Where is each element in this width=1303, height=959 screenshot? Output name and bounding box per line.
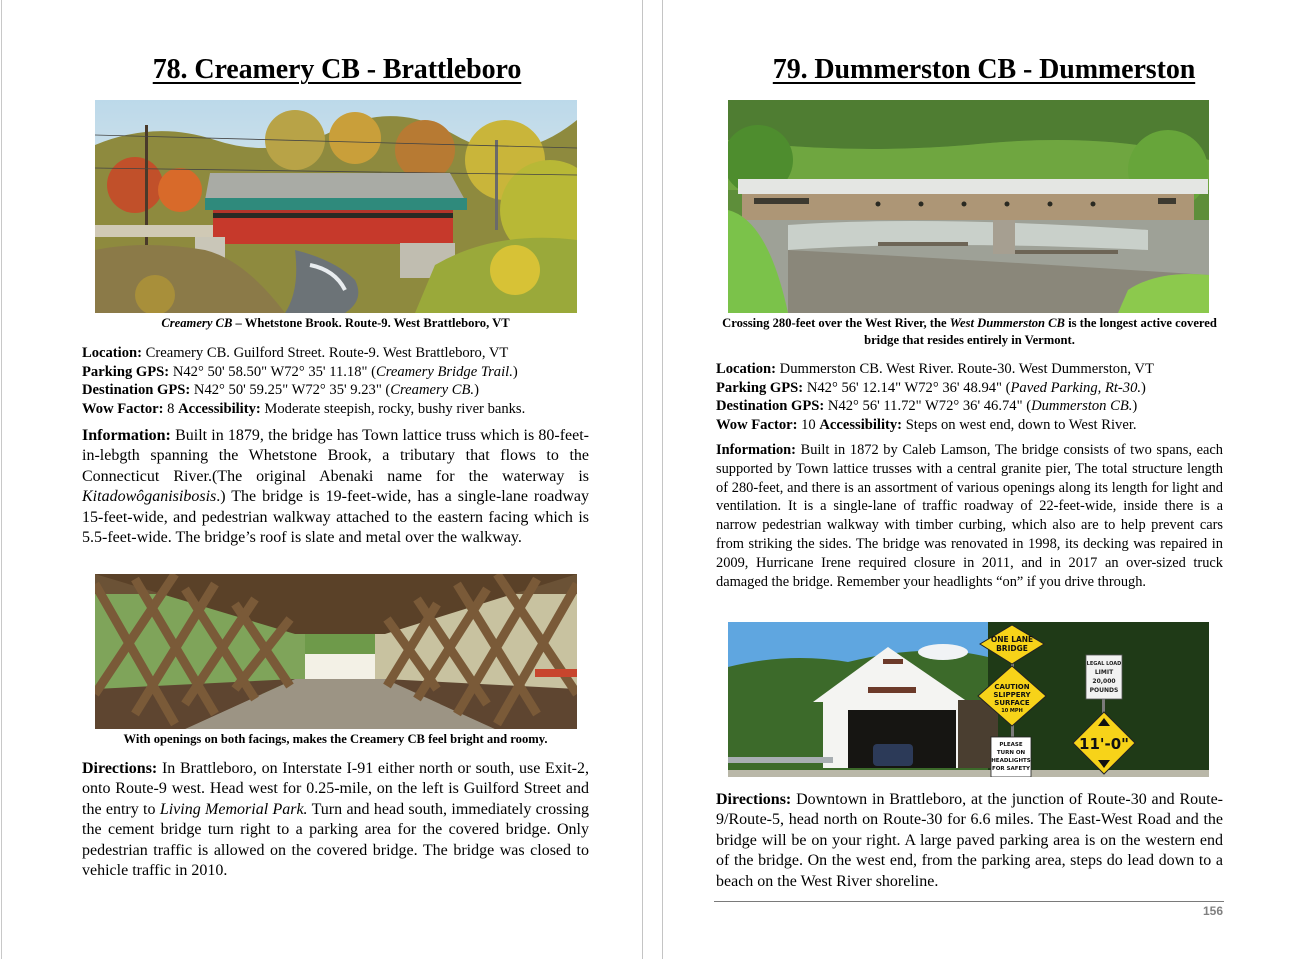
directions-text: Turn and head south, immediately crossing the cement bridge turn right to a parking area for the covered bridge. Only pedestrian traffic is allowed on the covered bridge. The bridge was closed to vehicle traffic in 2010. <box>82 800 590 880</box>
accessibility-label: Accessibility: <box>178 400 261 417</box>
destination-gps-label: Destination GPS: <box>82 382 191 398</box>
destination-gps-line <box>82 381 525 400</box>
destination-gps-line <box>716 397 1154 416</box>
footer-divider <box>714 901 1224 902</box>
directions-paragraph <box>716 790 1223 892</box>
park-name: Living Memorial Park. <box>159 800 308 818</box>
location-line <box>716 360 1154 379</box>
photo-bridge-interior <box>95 574 577 729</box>
photo-dummerston-bridge-image <box>728 100 1209 313</box>
photo-dummerston-bridge <box>728 100 1209 313</box>
photo-creamery-bridge <box>95 100 577 313</box>
destination-gps-value: N42° 56' 11.72" W72° 36' 46.74" ( <box>824 398 1032 414</box>
sign-headlights <box>991 737 1031 777</box>
sign-text: ONE LANE <box>990 635 1034 644</box>
photo-bridge-entrance-signs-image <box>728 622 1209 777</box>
information-text: Built in 1872 by Caleb Lamson, The bridge consists of two spans, each supported by Town lattice trusses with a central granite pier, The total structure length of 280-feet, and there is an assortment of various openings along its length for light and ventilation. It is a single-lane of traffic roadway of 22-feet-wide, inside there is a narrow pedestrian walkway with timber curbing, which also are to help prevent cars from striking the sides. The bridge was renovated in 1998, its decking was repaired in 2009, Hurricane Irene required closure in 2011, and in 2017 an over-sized truck damaged the bridge. Remember your headlights “on” if you drive through. <box>716 442 1223 590</box>
parking-gps-line <box>716 379 1154 398</box>
information-paragraph <box>716 441 1223 591</box>
directions-paragraph <box>82 759 589 881</box>
sign-text: LEGAL LOAD <box>1086 661 1122 667</box>
abenaki-name: Kitadowôganisibosis <box>82 488 217 506</box>
destination-gps-label: Destination GPS: <box>716 398 825 414</box>
parking-gps-place: Paved Parking, Rt-30. <box>1010 379 1142 396</box>
photo-bridge-interior-image <box>95 574 577 729</box>
wow-factor-line <box>82 400 525 419</box>
location-label: Location: <box>82 345 142 361</box>
caption-bridge-name: Creamery CB <box>161 316 233 330</box>
sign-text: CAUTION <box>994 683 1030 691</box>
photo-caption: With openings on both facings, makes the Creamery CB feel bright and roomy. <box>123 732 548 746</box>
destination-gps-place: Dummerston CB. <box>1031 398 1133 414</box>
photo-caption <box>716 315 1223 349</box>
left-page <box>0 0 642 959</box>
sign-text: 11'-0" <box>1079 735 1129 753</box>
wow-factor-label: Wow Factor: <box>716 416 798 433</box>
wow-factor-line <box>716 416 1154 435</box>
sign-text: POUNDS <box>1089 687 1119 694</box>
sign-text: SLIPPERY <box>993 691 1031 699</box>
sign-legal-load-limit <box>1086 655 1122 699</box>
sign-text: 10 MPH <box>1001 708 1023 714</box>
parking-gps-value: N42° 56' 12.14" W72° 36' 48.94" ( <box>803 379 1011 396</box>
sign-text: FOR SAFETY <box>991 766 1031 772</box>
page-title: 78. Creamery CB - Brattleboro <box>152 54 522 85</box>
sign-text: BRIDGE <box>996 644 1028 653</box>
page-title: 79. Dummerston CB - Dummerston <box>772 54 1196 85</box>
wow-factor-value: 10 <box>797 416 820 433</box>
sign-text: PLEASE <box>999 742 1023 748</box>
information-label: Information: <box>716 442 796 458</box>
information-text: .) The bridge is 19-feet-wide, has a single-lane roadway 15-feet-wide, and pedestrian walkway attached to the eastern facing which is 5.5-feet-wide. The bridge’s roof is slate and metal over the walkway. <box>82 488 589 547</box>
paren-close: ) <box>1141 379 1146 396</box>
accessibility-label: Accessibility: <box>819 416 903 433</box>
information-label: Information: <box>82 427 171 444</box>
caption-text: is the longest active covered bridge that resides entirely in Vermont. <box>864 316 1217 347</box>
location-value: Creamery CB. Guilford Street. Route-9. West Brattleboro, VT <box>142 345 509 361</box>
bridge-details <box>716 360 1154 434</box>
bridge-details <box>82 344 525 418</box>
location-label: Location: <box>716 361 776 377</box>
directions-label: Directions: <box>82 760 158 777</box>
directions-label: Directions: <box>716 791 792 808</box>
directions-text: Downtown in Brattleboro, at the junction of Route-30 and Route-9/Route-5, head north on Route-30 for 6.6 miles. The East-West Road and the bridge will be on your right. A large paved parking area is on the western end of the bridge. On the west end, from the parking area, steps do lead down to a beach on the West River shoreline. <box>716 791 1223 890</box>
paren-close: ) <box>474 382 479 398</box>
photo-creamery-bridge-image <box>95 100 577 313</box>
parking-gps-value: N42° 50' 58.50" W72° 35' 11.18" ( <box>169 363 376 380</box>
destination-gps-value: N42° 50' 59.25" W72° 35' 9.23" ( <box>190 382 391 398</box>
wow-factor-label: Wow Factor: <box>82 400 164 417</box>
page-number: 156 <box>1202 904 1223 918</box>
location-value: Dummerston CB. West River. Route-30. West Dummerston, VT <box>776 361 1154 377</box>
sign-text: HEADLIGHTS <box>991 758 1031 764</box>
parking-gps-line <box>82 363 525 382</box>
parking-gps-place: Creamery Bridge Trail. <box>375 363 513 380</box>
parking-gps-label: Parking GPS: <box>716 379 804 396</box>
sign-text: 20,000 <box>1092 678 1116 685</box>
information-paragraph <box>82 426 589 548</box>
destination-gps-place: Creamery CB. <box>390 382 475 398</box>
caption-text: Crossing 280-feet over the West River, the <box>722 316 950 330</box>
location-line <box>82 344 525 363</box>
sign-text: TURN ON <box>996 750 1026 756</box>
directions-text: In Brattleboro, on Interstate I-91 either north or south, use Exit-2, onto Route-9 west. Head west for 0.25-mile, on the left is Guilford Street and the entry to <box>82 760 589 818</box>
paren-close: ) <box>1132 398 1138 414</box>
caption-bridge-name: West Dummerston CB <box>949 316 1065 330</box>
accessibility-value: Moderate steepish, rocky, bushy river banks. <box>260 400 526 417</box>
caption-text: – Whetstone Brook. Route-9. West Brattleboro, VT <box>232 316 510 330</box>
sign-text: LIMIT <box>1094 669 1114 676</box>
photo-bridge-entrance-signs <box>728 622 1209 777</box>
sign-text: SURFACE <box>994 699 1030 707</box>
accessibility-value: Steps on west end, down to West River. <box>902 416 1137 433</box>
photo-caption <box>82 315 589 332</box>
right-page <box>663 0 1303 959</box>
wow-factor-value: 8 <box>163 400 179 417</box>
parking-gps-label: Parking GPS: <box>82 363 170 380</box>
page-gutter-line <box>642 0 643 959</box>
information-text: Built in 1879, the bridge has Town lattice truss which is 80-feet-in-lebgth spanning the Whetstone Brook, a tributary that flows to the Connecticut River.(The original Abenaki name for the waterway is <box>82 427 589 485</box>
paren-close: ) <box>512 363 518 380</box>
